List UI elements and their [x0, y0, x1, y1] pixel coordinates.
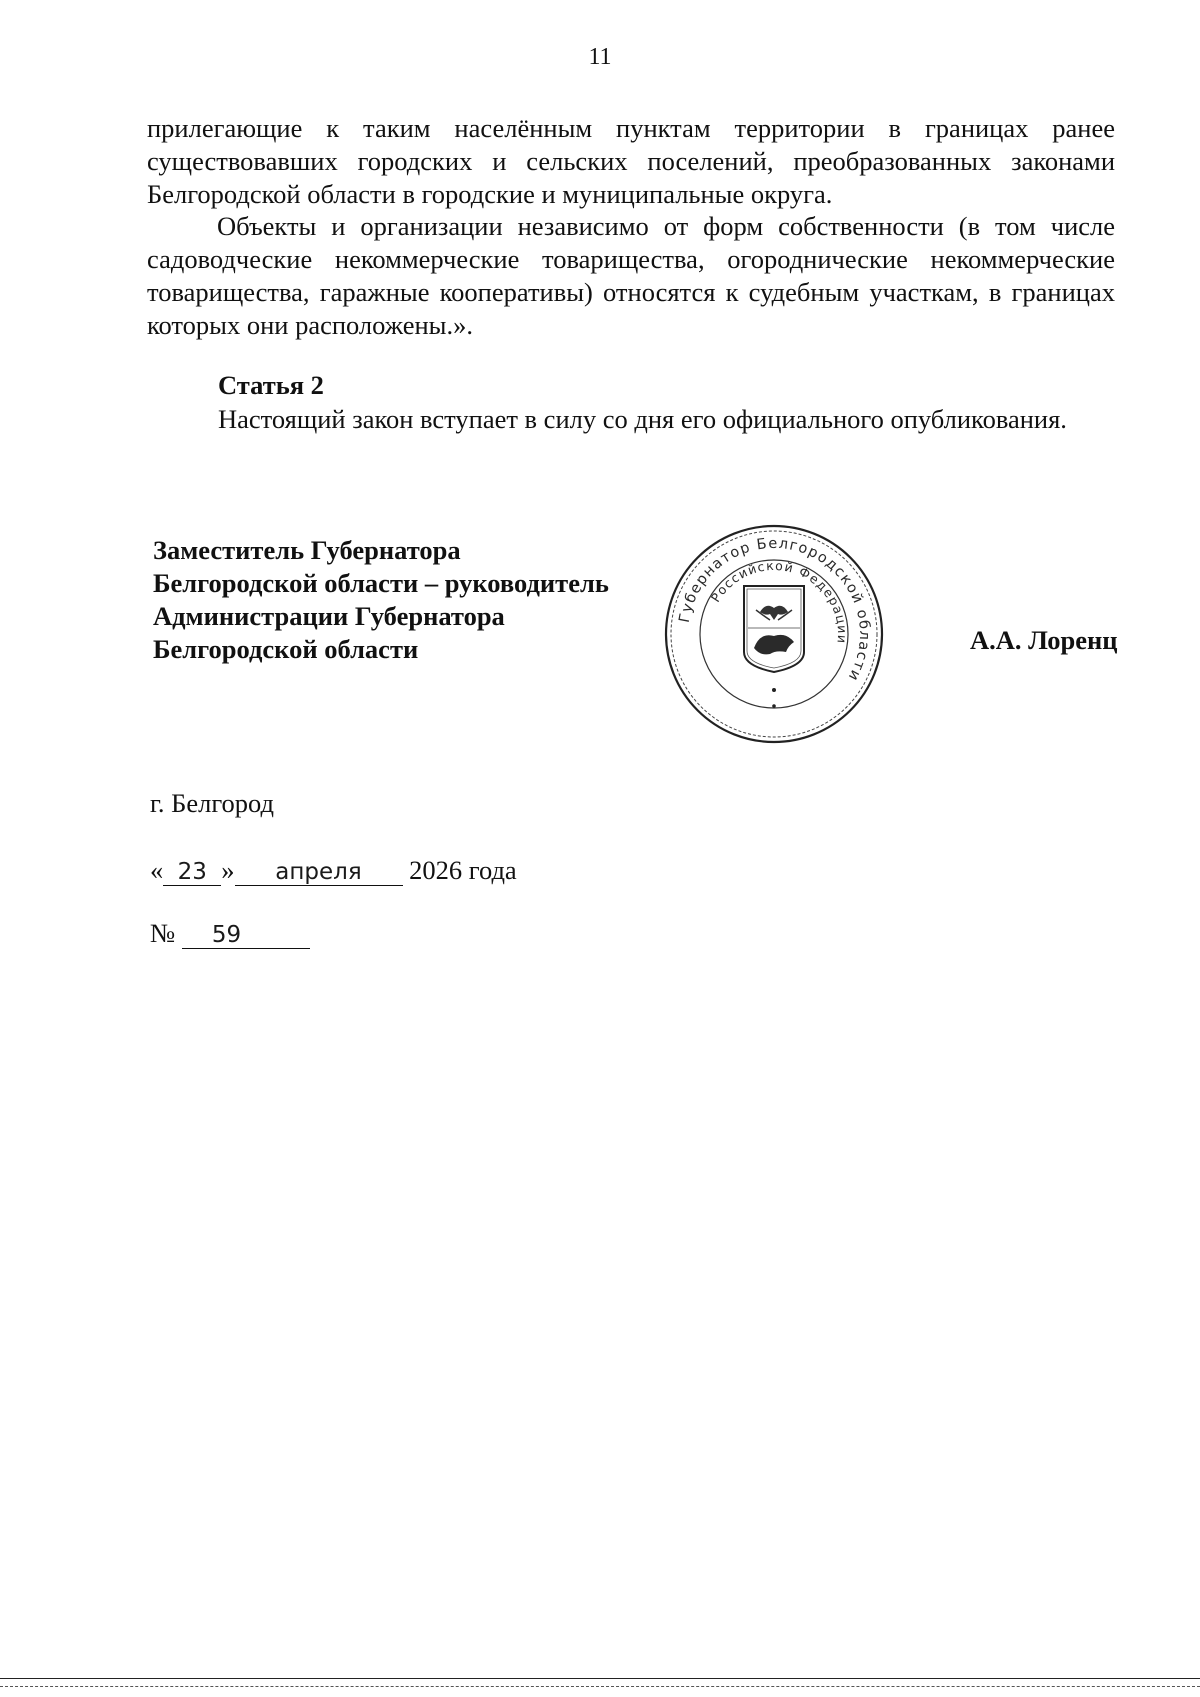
- date-open-quote: «: [150, 855, 164, 885]
- body-paragraph-2: Объекты и организации независимо от форм собственности (в том числе садоводческие некоммерческие товарищества, огороднические некоммерческие товарищества, гаражные кооперативы) относятся к судебным участкам, в границах которых они расположены.».: [147, 211, 1115, 340]
- signatory-title-line: Заместитель Губернатора: [153, 535, 461, 565]
- number-value: 59: [182, 922, 310, 949]
- document-number: [150, 918, 310, 949]
- scan-edge-line: [0, 1678, 1200, 1679]
- article-text: Настоящий закон вступает в силу со дня его официального опубликования.: [218, 404, 1067, 434]
- date-day: 23: [163, 859, 221, 886]
- document-date: [150, 855, 517, 886]
- signatory-title: [153, 534, 609, 666]
- city: г. Белгород: [150, 788, 275, 818]
- number-label: №: [150, 918, 176, 948]
- seal-icon: [660, 520, 888, 748]
- body-paragraph-1: прилегающие к таким населённым пунктам территории в границах ранее существовавших городских и сельских поселений, преобразованных законами Белгородской области в городские и муниципальные округа.: [147, 113, 1115, 209]
- date-year: 2026 года: [409, 855, 517, 885]
- seal-inner-text: Российской Федерации: [707, 557, 851, 645]
- signatory-title-line: Белгородской области: [153, 634, 419, 664]
- signatory-name: А.А. Лоренц: [970, 625, 1118, 655]
- official-seal: [660, 520, 888, 748]
- scan-edge-line: [0, 1686, 1200, 1687]
- article-heading: Статья 2: [218, 370, 324, 400]
- seal-outer-text: Губернатор Белгородской области: [676, 535, 873, 684]
- date-close-quote: »: [221, 855, 235, 885]
- page-number: 11: [588, 44, 612, 70]
- signatory-title-line: Администрации Губернатора: [153, 601, 505, 631]
- date-month: апреля: [235, 859, 403, 886]
- signatory-title-line: Белгородской области – руководитель: [153, 568, 609, 598]
